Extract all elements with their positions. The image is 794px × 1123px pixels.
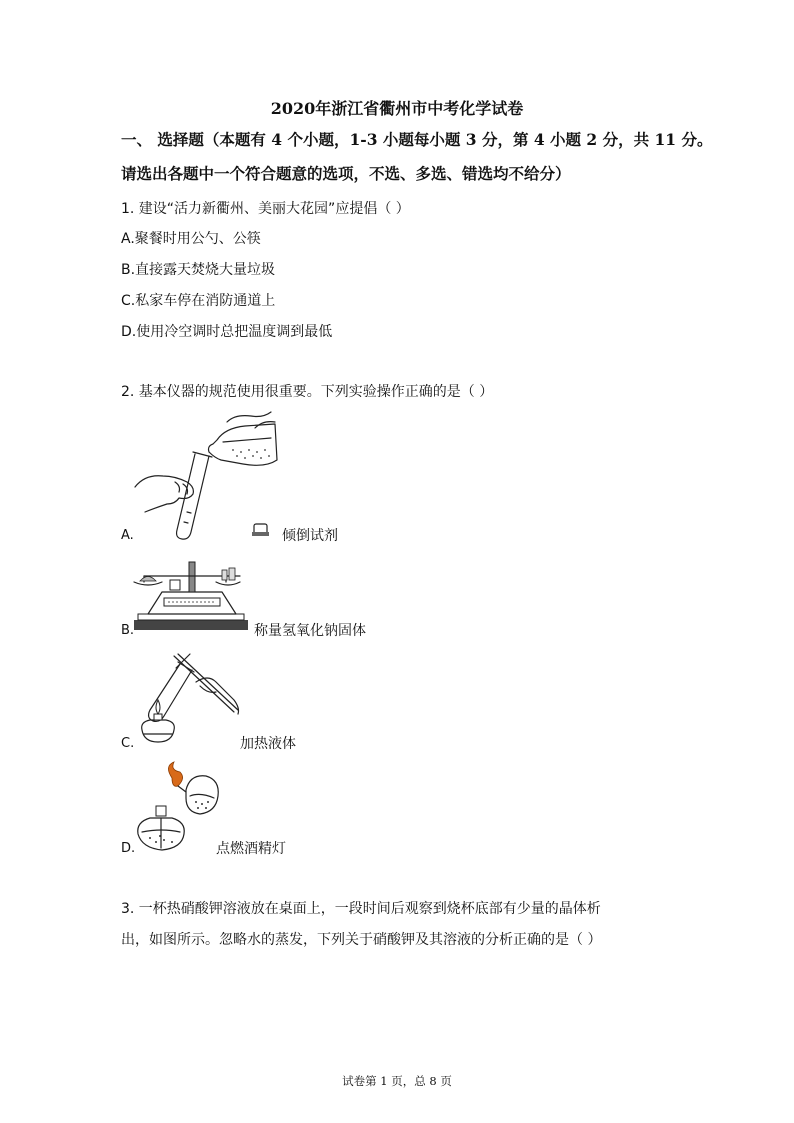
q2-option-d-letter: D.	[121, 841, 136, 856]
section-heading-line1: 一、 选择题（本题有 4 个小题，1-3 小题每小题 3 分，第 4 小题 2 分，共 11 分。	[121, 130, 713, 149]
question-3-stem-line1: 3. 一杯热硝酸钾溶液放在桌面上，一段时间后观察到烧杯底部有少量的晶体析	[121, 901, 601, 917]
question-2-stem: 2. 基本仪器的规范使用很重要。下列实验操作正确的是（ ）	[121, 384, 494, 400]
q2-option-a-letter: A.	[121, 528, 134, 543]
q2-option-b-letter: B.	[121, 623, 135, 638]
question-1-stem: 1. 建设“活力新衢州、美丽大花园”应提倡（ ）	[121, 201, 410, 217]
q2-option-c-text: 加热液体	[240, 736, 296, 752]
q2-option-a-text: 倾倒试剂	[282, 528, 338, 544]
section-heading-line2: 请选出各题中一个符合题意的选项，不选、多选、错选均不给分）	[121, 164, 571, 183]
q2-option-d-text: 点燃酒精灯	[216, 841, 286, 857]
q2-option-b-text: 称量氢氧化钠固体	[254, 623, 366, 639]
balance-scale-illustration	[134, 558, 252, 636]
page-title: 2020年浙江省衢州市中考化学试卷	[270, 99, 524, 118]
lighting-alcohol-lamp-illustration	[134, 762, 224, 857]
heating-liquid-illustration	[134, 652, 244, 748]
question-1-option-c: C.私家车停在消防通道上	[121, 293, 276, 309]
question-1-option-a: A.聚餐时用公勺、公筷	[121, 231, 261, 247]
pouring-reagent-illustration	[135, 412, 285, 547]
q2-option-c-letter: C.	[121, 736, 135, 751]
question-1-option-b: B.直接露天焚烧大量垃圾	[121, 262, 276, 278]
question-3-stem-line2: 出，如图所示。忽略水的蒸发，下列关于硝酸钾及其溶液的分析正确的是（ ）	[121, 932, 602, 948]
question-1-option-d: D.使用冷空调时总把温度调到最低	[121, 324, 333, 340]
page-footer: 试卷第 1 页，总 8 页	[342, 1074, 452, 1088]
